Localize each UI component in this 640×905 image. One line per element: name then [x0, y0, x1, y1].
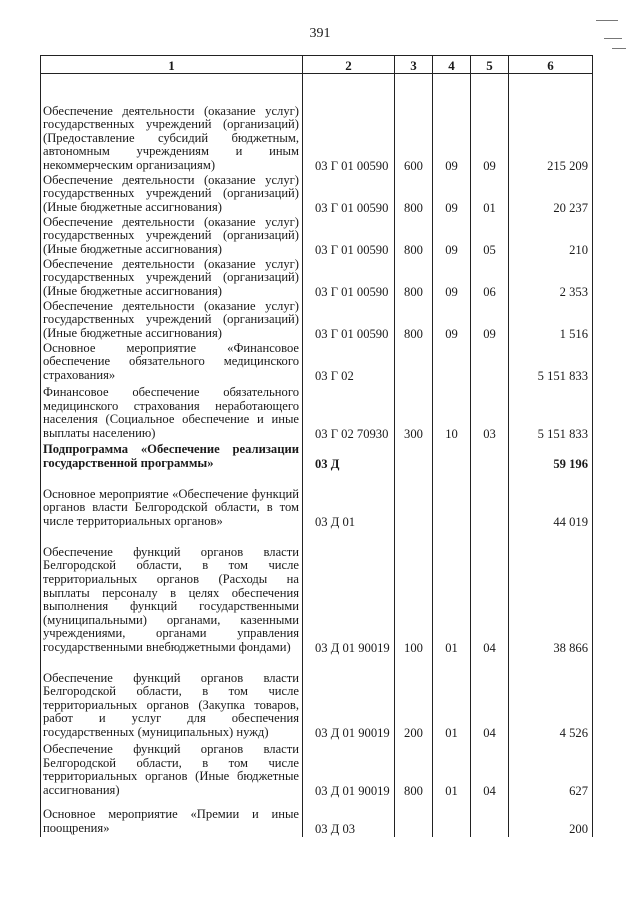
table-row — [41, 656, 593, 741]
row-vr: 800 — [395, 300, 433, 342]
scan-mark — [604, 38, 622, 39]
row-csr: 03 Г 01 00590 — [303, 216, 395, 258]
table-row — [41, 472, 593, 530]
row-sum: 4 526 — [509, 656, 593, 741]
row-vr: 800 — [395, 258, 433, 300]
row-pr: 09 — [471, 300, 509, 342]
row-name: Обеспечение деятельности (оказание услуг) государственных учреждений (организаций) (Иные бюджетные ассигнования) — [41, 300, 303, 342]
row-sum: 627 — [509, 741, 593, 799]
row-pr: 04 — [471, 741, 509, 799]
table-row — [41, 300, 593, 342]
row-name: Обеспечение функций органов власти Белгородской области, в том числе территориальных органов (Расходы на выплаты персоналу в целях обеспечения выполнения функций государственными (муниципальными) органами, казенными учреждениями, органами управления государственными внебюджетными фондами) — [41, 530, 303, 656]
page-number: 391 — [309, 26, 331, 41]
row-csr: 03 Д 01 — [303, 472, 395, 530]
row-pr: 06 — [471, 258, 509, 300]
row-sum: 38 866 — [509, 530, 593, 656]
row-csr: 03 Г 02 — [303, 342, 395, 384]
row-csr: 03 Д 01 90019 — [303, 656, 395, 741]
column-header: 6 — [509, 56, 593, 74]
row-vr — [395, 442, 433, 472]
row-csr: 03 Г 01 00590 — [303, 300, 395, 342]
row-name: Основное мероприятие «Финансовое обеспечение обязательного медицинского страхования» — [41, 342, 303, 384]
row-sum: 200 — [509, 799, 593, 837]
row-rz: 09 — [433, 74, 471, 174]
table-row — [41, 741, 593, 799]
row-sum: 1 516 — [509, 300, 593, 342]
row-rz: 09 — [433, 216, 471, 258]
table-row — [41, 799, 593, 837]
row-name: Основное мероприятие «Обеспечение функций органов власти Белгородской области, в том числе территориальных органов» — [41, 472, 303, 530]
row-sum: 59 196 — [509, 442, 593, 472]
table-row — [41, 216, 593, 258]
row-csr: 03 Г 02 70930 — [303, 384, 395, 442]
row-csr: 03 Д 03 — [303, 799, 395, 837]
row-rz: 01 — [433, 656, 471, 741]
row-rz: 09 — [433, 300, 471, 342]
row-name: Обеспечение функций органов власти Белгородской области, в том числе территориальных органов (Иные бюджетные ассигнования) — [41, 741, 303, 799]
row-rz — [433, 342, 471, 384]
row-csr: 03 Г 01 00590 — [303, 74, 395, 174]
row-vr: 800 — [395, 741, 433, 799]
row-name: Подпрограмма «Обеспечение реализации государственной программы» — [41, 442, 303, 472]
row-sum: 44 019 — [509, 472, 593, 530]
row-rz: 01 — [433, 741, 471, 799]
row-pr: 09 — [471, 74, 509, 174]
row-rz — [433, 799, 471, 837]
row-name: Обеспечение деятельности (оказание услуг) государственных учреждений (организаций) (Иные бюджетные ассигнования) — [41, 216, 303, 258]
row-name: Обеспечение функций органов власти Белгородской области, в том числе территориальных органов (Закупка товаров, работ и услуг для обеспечения государственных (муниципальных) нужд) — [41, 656, 303, 741]
column-header: 5 — [471, 56, 509, 74]
row-rz: 09 — [433, 258, 471, 300]
row-rz — [433, 442, 471, 472]
row-sum: 215 209 — [509, 74, 593, 174]
scan-mark — [612, 48, 626, 49]
row-sum: 2 353 — [509, 258, 593, 300]
row-vr: 200 — [395, 656, 433, 741]
row-csr: 03 Д 01 90019 — [303, 530, 395, 656]
table-row — [41, 74, 593, 174]
row-csr: 03 Г 01 00590 — [303, 258, 395, 300]
row-pr: 04 — [471, 530, 509, 656]
table-row — [41, 442, 593, 472]
row-sum: 20 237 — [509, 174, 593, 216]
row-vr: 300 — [395, 384, 433, 442]
column-header: 2 — [303, 56, 395, 74]
row-vr: 800 — [395, 216, 433, 258]
table-row — [41, 258, 593, 300]
row-name: Основное мероприятие «Премии и иные поощрения» — [41, 799, 303, 837]
column-header: 1 — [41, 56, 303, 74]
table-header — [41, 56, 593, 74]
budget-table — [40, 55, 593, 837]
row-sum: 5 151 833 — [509, 384, 593, 442]
row-csr: 03 Д — [303, 442, 395, 472]
row-name: Обеспечение деятельности (оказание услуг) государственных учреждений (организаций) (Предоставление субсидий бюджетным, автономным учреждениям и иным некоммерческим организациям) — [41, 74, 303, 174]
row-vr: 100 — [395, 530, 433, 656]
row-csr: 03 Д 01 90019 — [303, 741, 395, 799]
row-sum: 5 151 833 — [509, 342, 593, 384]
row-vr: 800 — [395, 174, 433, 216]
table-row — [41, 530, 593, 656]
row-name: Обеспечение деятельности (оказание услуг) государственных учреждений (организаций) (Иные бюджетные ассигнования) — [41, 174, 303, 216]
table-row — [41, 174, 593, 216]
row-rz: 01 — [433, 530, 471, 656]
row-vr — [395, 472, 433, 530]
scan-mark — [596, 20, 618, 21]
table-body — [41, 74, 593, 837]
column-header: 4 — [433, 56, 471, 74]
row-pr: 05 — [471, 216, 509, 258]
row-pr — [471, 342, 509, 384]
row-pr: 04 — [471, 656, 509, 741]
table-row — [41, 342, 593, 384]
row-pr — [471, 472, 509, 530]
row-vr: 600 — [395, 74, 433, 174]
row-rz: 09 — [433, 174, 471, 216]
row-pr: 03 — [471, 384, 509, 442]
table-row — [41, 384, 593, 442]
row-rz: 10 — [433, 384, 471, 442]
row-vr — [395, 342, 433, 384]
row-pr: 01 — [471, 174, 509, 216]
row-pr — [471, 799, 509, 837]
column-header: 3 — [395, 56, 433, 74]
row-pr — [471, 442, 509, 472]
row-sum: 210 — [509, 216, 593, 258]
row-name: Обеспечение деятельности (оказание услуг) государственных учреждений (организаций) (Иные бюджетные ассигнования) — [41, 258, 303, 300]
row-csr: 03 Г 01 00590 — [303, 174, 395, 216]
row-name: Финансовое обеспечение обязательного медицинского страхования неработающего населения (Социальное обеспечение и иные выплаты населению) — [41, 384, 303, 442]
row-vr — [395, 799, 433, 837]
row-rz — [433, 472, 471, 530]
